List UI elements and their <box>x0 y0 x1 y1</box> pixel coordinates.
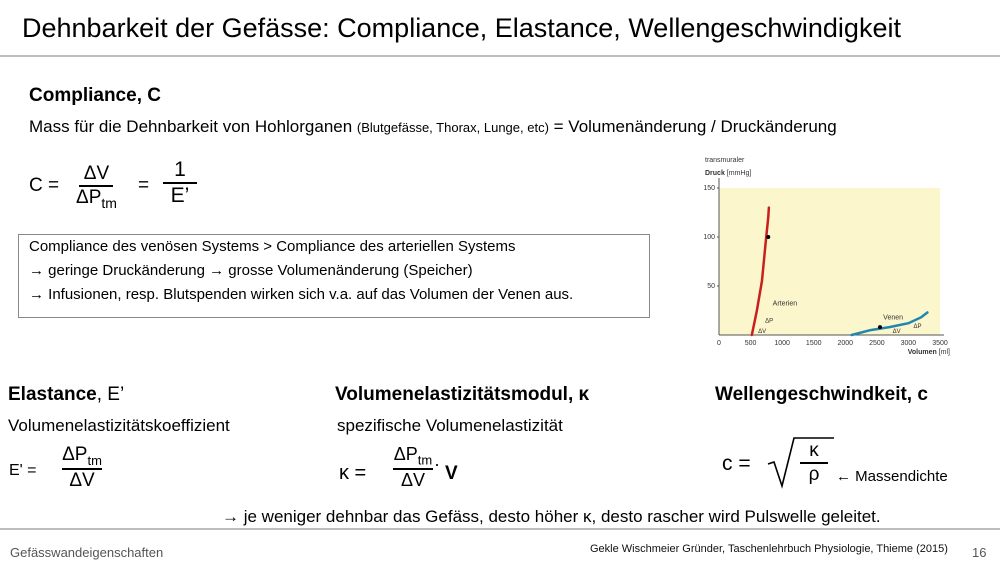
wave-note: ← Massendichte <box>836 468 948 485</box>
chart-x-tick-label: 3500 <box>932 340 948 347</box>
modul-heading: Volumenelastizitätsmodul, κ <box>335 384 590 405</box>
footer-left: Gefässwandeigenschaften <box>10 545 164 560</box>
fraction-denominator: $\Delta P_{tm}$ <box>76 187 117 211</box>
inverse-denominator: E’ <box>170 184 190 207</box>
chart-x-tick-label: 0 <box>717 340 721 347</box>
elastance-heading: Elastance, E’ <box>8 384 125 405</box>
compliance-fraction <box>76 163 117 211</box>
chart-plot-area <box>719 188 940 335</box>
elastance-subtitle: Volumenelastizitätskoeffizient <box>8 416 230 435</box>
wave-numerator: κ <box>809 440 819 461</box>
definition-end: = Volumenänderung / Druckänderung <box>553 117 837 136</box>
chart-annotation: ΔP <box>913 324 922 331</box>
compliance-equals: = <box>138 175 150 196</box>
chart-label-arterien: Arterien <box>772 300 798 308</box>
definition-main: Mass für die Dehnbarkeit von Hohlorganen <box>29 117 353 136</box>
chart-y-tick-label: 150 <box>703 185 715 192</box>
wave-fraction <box>800 440 828 486</box>
chart-y-tick-label: 50 <box>707 283 715 290</box>
box-line-3: → Infusionen, resp. Blutspenden wirken sich v.a. auf das Volumen der Venen aus. <box>29 286 574 303</box>
pressure-volume-chart <box>695 150 965 360</box>
wave-heading: Wellengeschwindkeit, c <box>715 384 928 405</box>
footer-divider <box>0 528 1000 530</box>
chart-x-tick-label: 2500 <box>869 340 885 347</box>
wave-lhs: c = <box>722 452 751 475</box>
chart-x-tick-label: 3000 <box>900 340 917 347</box>
chart-point-venen <box>878 325 882 329</box>
modul-rhs: V <box>445 463 458 484</box>
summary-box <box>18 234 650 318</box>
compliance-definition <box>29 117 837 137</box>
modul-fraction <box>393 444 433 491</box>
fraction-numerator: ΔV <box>83 163 110 184</box>
inverse-fraction <box>163 158 197 208</box>
definition-small: (Blutgefässe, Thorax, Lunge, etc) <box>356 120 549 135</box>
footer-source: Gekle Wischmeier Gründer, Taschenlehrbuch Physiologie, Thieme (2015) <box>590 543 948 555</box>
chart-annotation: ΔP <box>765 318 774 325</box>
title-divider <box>0 55 1000 57</box>
chart-xlabel: Volumen [ml] <box>907 349 950 356</box>
chart-ylabel: Druck [mmHg] <box>705 170 752 177</box>
elastance-lhs: E' = <box>9 462 37 479</box>
chart-x-tick-label: 1500 <box>805 340 822 347</box>
page-number: 16 <box>972 545 987 560</box>
chart-x-tick-label: 1000 <box>774 340 790 347</box>
elastance-fraction <box>62 444 102 492</box>
modul-mult: · <box>434 454 440 474</box>
chart-x-tick-label: 500 <box>744 340 757 347</box>
inverse-numerator: 1 <box>174 158 186 181</box>
chart-annotation: ΔV <box>892 329 901 336</box>
chart-label-venen: Venen <box>883 314 904 322</box>
modul-subtitle: spezifische Volumenelastizität <box>337 416 563 435</box>
conclusion: → je weniger dehnbar das Gefäss, desto höher κ, desto rascher wird Pulswelle geleitet. <box>222 507 881 526</box>
wave-denominator: ρ <box>808 464 820 485</box>
elastance-numerator: $\Delta P_{tm}$ <box>62 444 102 468</box>
elastance-denominator: ΔV <box>69 469 95 491</box>
modul-denominator: ΔV <box>400 469 426 490</box>
chart-y-tick-label: 100 <box>703 234 715 241</box>
modul-numerator: $\Delta P_{tm}$ <box>393 444 433 468</box>
box-line-2: → geringe Druckänderung → grosse Volumenänderung (Speicher) <box>29 262 473 279</box>
box-line-1: Compliance des venösen Systems > Compliance des arteriellen Systems <box>29 238 516 255</box>
slide-title: Dehnbarkeit der Gefässe: Compliance, Elastance, Wellengeschwindigkeit <box>22 13 901 43</box>
chart-annotation: ΔV <box>758 329 767 336</box>
modul-lhs: κ = <box>339 462 367 484</box>
compliance-heading: Compliance, C <box>29 85 161 106</box>
chart-ylabel-top: transmuraler <box>705 157 745 164</box>
compliance-lhs: C = <box>29 175 60 196</box>
chart-x-tick-label: 2000 <box>837 340 854 347</box>
chart-point-arterien <box>766 235 770 239</box>
